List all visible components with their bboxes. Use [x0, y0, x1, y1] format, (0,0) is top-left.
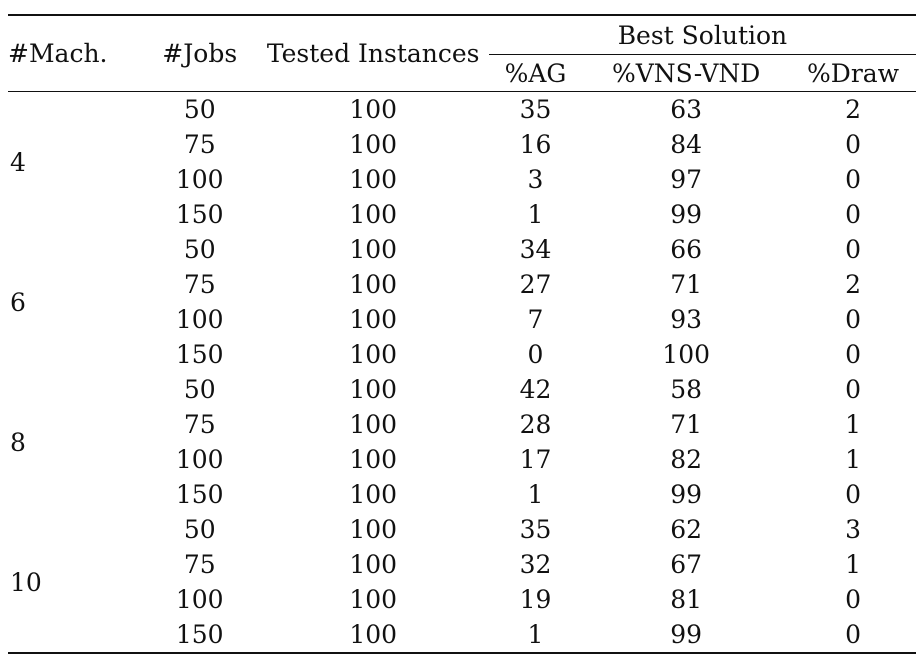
cell-tested: 100: [349, 515, 398, 544]
cell-tested: 100: [349, 410, 398, 439]
cell-jobs: 50: [183, 235, 216, 264]
table-row: [8, 617, 916, 653]
cell-ag: 17: [519, 445, 552, 474]
cell-jobs: 50: [183, 515, 216, 544]
cell-ag: 35: [519, 515, 552, 544]
cell-jobs: 50: [183, 375, 216, 404]
cell-draw: 0: [845, 305, 862, 334]
cell-jobs: 75: [183, 130, 216, 159]
cell-ag: 19: [519, 585, 552, 614]
cell-jobs: 75: [183, 410, 216, 439]
cell-tested: 100: [349, 130, 398, 159]
cell-tested: 100: [349, 550, 398, 579]
cell-ag: 27: [519, 270, 552, 299]
cell-tested: 100: [349, 95, 398, 124]
cell-vns: 71: [670, 270, 703, 299]
table-body: [8, 92, 916, 654]
table-row: [8, 92, 916, 128]
cell-draw: 1: [845, 410, 862, 439]
cell-jobs: 50: [183, 95, 216, 124]
header-draw: %Draw: [790, 55, 916, 92]
table-row: [8, 372, 916, 407]
cell-ag: 1: [527, 200, 544, 229]
table-row: [8, 232, 916, 267]
table-row: [8, 512, 916, 547]
cell-jobs: 75: [183, 550, 216, 579]
table-row: [8, 302, 916, 337]
table-header: [8, 15, 916, 92]
cell-vns: 99: [670, 620, 703, 649]
cell-vns: 82: [670, 445, 703, 474]
table-row: [8, 337, 916, 372]
cell-jobs: 150: [175, 620, 224, 649]
cell-tested: 100: [349, 235, 398, 264]
cell-tested: 100: [349, 375, 398, 404]
cell-draw: 0: [845, 585, 862, 614]
header-ag: %AG: [489, 55, 582, 92]
cell-machines: 8: [10, 427, 26, 457]
cell-vns: 99: [670, 200, 703, 229]
cell-ag: 3: [527, 165, 544, 194]
cell-vns: 66: [670, 235, 703, 264]
table-row: [8, 547, 916, 582]
cell-vns: 99: [670, 480, 703, 509]
cell-ag: 34: [519, 235, 552, 264]
cell-jobs: 150: [175, 200, 224, 229]
cell-vns: 63: [670, 95, 703, 124]
cell-machines: 4: [10, 147, 26, 177]
table-row: [8, 127, 916, 162]
table-row: [8, 407, 916, 442]
cell-draw: 0: [845, 130, 862, 159]
results-table: [8, 14, 916, 654]
cell-tested: 100: [349, 165, 398, 194]
cell-vns: 97: [670, 165, 703, 194]
cell-machines: 6: [10, 287, 26, 317]
cell-tested: 100: [349, 340, 398, 369]
cell-tested: 100: [349, 305, 398, 334]
cell-draw: 0: [845, 340, 862, 369]
cell-vns: 84: [670, 130, 703, 159]
cell-ag: 32: [519, 550, 552, 579]
cell-vns: 67: [670, 550, 703, 579]
cell-tested: 100: [349, 585, 398, 614]
table-row: [8, 477, 916, 512]
cell-draw: 0: [845, 375, 862, 404]
cell-vns: 58: [670, 375, 703, 404]
cell-draw: 0: [845, 480, 862, 509]
cell-tested: 100: [349, 200, 398, 229]
cell-ag: 16: [519, 130, 552, 159]
cell-vns: 62: [670, 515, 703, 544]
cell-draw: 0: [845, 165, 862, 194]
table-row: [8, 582, 916, 617]
cell-ag: 1: [527, 480, 544, 509]
cell-ag: 42: [519, 375, 552, 404]
header-jobs: #Jobs: [142, 15, 258, 92]
cell-draw: 1: [845, 445, 862, 474]
cell-jobs: 100: [175, 445, 224, 474]
table-row: [8, 162, 916, 197]
header-machines: #Mach.: [8, 15, 142, 92]
cell-ag: 28: [519, 410, 552, 439]
cell-tested: 100: [349, 270, 398, 299]
cell-vns: 81: [670, 585, 703, 614]
header-vns-vnd: %VNS-VND: [582, 55, 790, 92]
cell-draw: 2: [845, 270, 862, 299]
header-best-solution: Best Solution: [489, 15, 916, 55]
cell-draw: 0: [845, 200, 862, 229]
cell-tested: 100: [349, 620, 398, 649]
cell-ag: 7: [527, 305, 544, 334]
cell-vns: 93: [670, 305, 703, 334]
cell-draw: 1: [845, 550, 862, 579]
header-tested-instances: Tested Instances: [258, 15, 489, 92]
cell-jobs: 100: [175, 165, 224, 194]
table-row: [8, 197, 916, 232]
table-row: [8, 267, 916, 302]
cell-tested: 100: [349, 445, 398, 474]
cell-ag: 35: [519, 95, 552, 124]
cell-machines: 10: [10, 567, 42, 597]
cell-ag: 1: [527, 620, 544, 649]
cell-jobs: 150: [175, 340, 224, 369]
cell-vns: 71: [670, 410, 703, 439]
header-row-top: [8, 15, 916, 55]
cell-jobs: 100: [175, 585, 224, 614]
cell-draw: 0: [845, 235, 862, 264]
cell-ag: 0: [527, 340, 544, 369]
cell-draw: 0: [845, 620, 862, 649]
cell-jobs: 100: [175, 305, 224, 334]
cell-jobs: 75: [183, 270, 216, 299]
cell-jobs: 150: [175, 480, 224, 509]
table-row: [8, 442, 916, 477]
cell-vns: 100: [662, 340, 711, 369]
cell-tested: 100: [349, 480, 398, 509]
cell-draw: 3: [845, 515, 862, 544]
cell-draw: 2: [845, 95, 862, 124]
